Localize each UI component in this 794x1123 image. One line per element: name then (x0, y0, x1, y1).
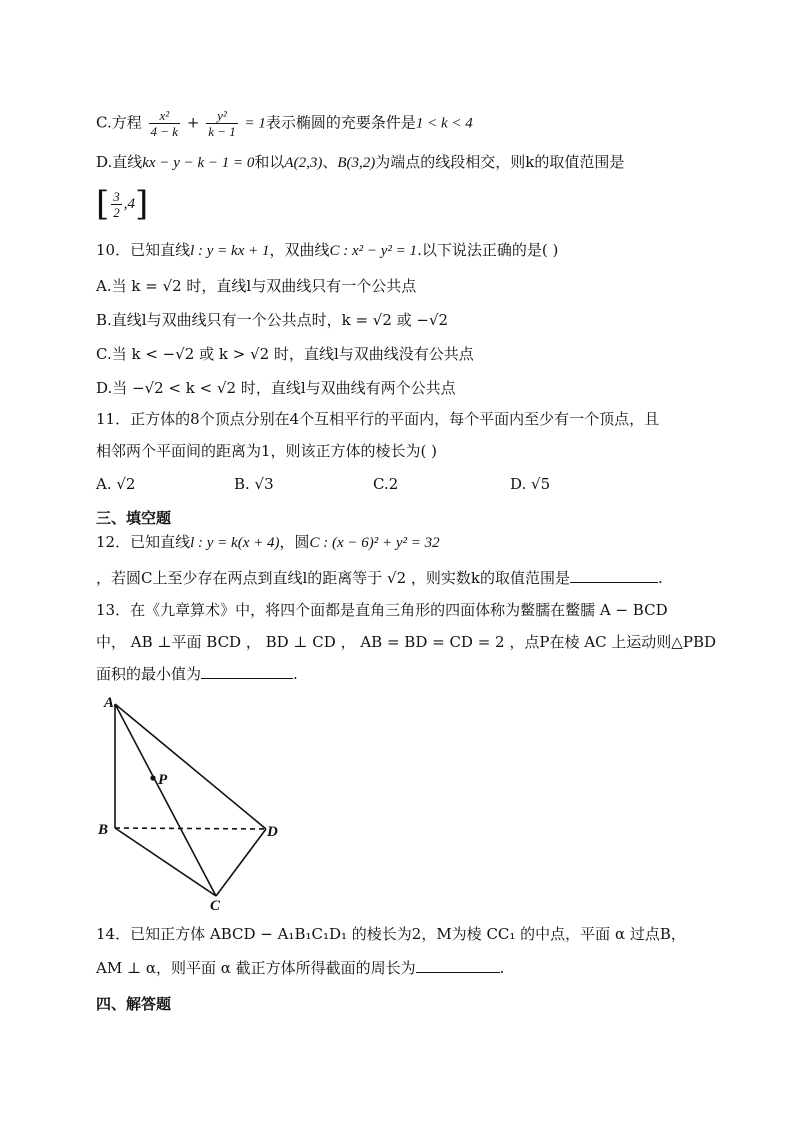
q10-stem-b: ，双曲线 (269, 241, 330, 259)
point-p (150, 775, 155, 780)
q9-d-point-b: B(3,2) (337, 155, 376, 171)
q10-option-b: B.直线l与双曲线只有一个公共点时，k = √2 或 −√2 (96, 311, 449, 329)
edge-bd-hidden (115, 828, 266, 829)
q9-c-frac1 (149, 108, 181, 139)
q14-end: . (499, 959, 505, 977)
edge-cd (216, 829, 266, 896)
q12-stem-b: ，圆 (279, 533, 310, 551)
q9-c-cond: 1 < k < 4 (415, 115, 473, 132)
bracket-left-icon: [ (96, 184, 110, 224)
q9-d-line: kx − y − k − 1 = 0 (142, 155, 255, 171)
q9-c-frac2-den: k − 1 (208, 124, 236, 139)
q12-answer-blank[interactable] (570, 568, 658, 583)
q9-c-frac2 (206, 108, 238, 139)
q11-stem-line1: 11．正方体的8个顶点分别在4个互相平行的平面内，每个平面内至少有一个顶点，且 (96, 410, 660, 428)
q9-c-frac1-den: 4 − k (150, 124, 179, 139)
q13-end: . (293, 665, 298, 683)
q9-c-plus: + (186, 113, 200, 132)
q10-line-l: l : y = kx + 1 (190, 243, 270, 259)
q14-line2-text: AM ⊥ α，则平面 α 截正方体所得截面的周长为 (96, 959, 416, 977)
edge-ac (115, 704, 216, 896)
q13-line3-text: 面积的最小值为 (96, 665, 202, 683)
q10-option-d: D.当 −√2 < k < √2 时，直线l与双曲线有两个公共点 (96, 379, 456, 397)
q9-d-range-num: 3 (113, 188, 120, 204)
q11-option-b: B. √3 (234, 475, 274, 493)
q9-d-text1: 和以 (254, 153, 285, 171)
q14-line2 (96, 958, 504, 978)
q9-d-range (96, 184, 149, 224)
q9-c-eq: = 1 (244, 115, 266, 132)
q13-line1: 13．在《九章算术》中，将四个面都是直角三角形的四面体称为鳖臑在鳖臑 A − BCD (96, 601, 668, 619)
q11-stem-line2: 相邻两个平面间的距离为1，则该正方体的棱长为( ) (96, 442, 438, 460)
q13-answer-blank[interactable] (201, 664, 293, 679)
label-d: D (267, 824, 278, 840)
q11-options (96, 474, 696, 494)
q14-line1: 14．已知正方体 ABCD − A₁B₁C₁D₁ 的棱长为2，M为棱 CC₁ 的中点，平面 α 过点B， (96, 925, 686, 943)
edge-ad (115, 704, 266, 829)
q11-option-a: A. √2 (96, 475, 136, 493)
label-p: P (158, 772, 168, 788)
q9-d-range-den: 2 (113, 204, 120, 220)
q10-option-c: C.当 k < −√2 或 k > √2 时，直线l与双曲线没有公共点 (96, 345, 474, 363)
q10-stem-a: 10．已知直线 (96, 241, 191, 259)
label-b: B (98, 822, 109, 838)
q12-line2 (96, 568, 663, 588)
q9-option-d (96, 152, 624, 173)
q9-c-prefix: C.方程 (96, 113, 142, 132)
tetrahedron-figure (90, 690, 290, 910)
q9-c-text: 表示椭圆的充要条件是 (265, 113, 416, 132)
edge-bc (115, 828, 216, 896)
q12-end: . (658, 569, 663, 587)
q13-line2: 中， AB ⊥平面 BCD ， BD ⊥ CD ， AB = BD = CD = 2 ，点P在棱 AC 上运动则△PBD (96, 633, 716, 651)
q10-option-a: A.当 k = √2 时，直线l与双曲线只有一个公共点 (96, 277, 417, 295)
q9-d-prefix: D.直线 (96, 153, 143, 171)
q14-answer-blank[interactable] (416, 958, 500, 973)
section-3-heading: 三、填空题 (96, 509, 172, 527)
q9-option-c (96, 108, 473, 139)
q10-curve-c: C : x² − y² = 1 (329, 243, 418, 259)
q12-stem-a: 12．已知直线 (96, 533, 191, 551)
label-a: A (104, 695, 115, 711)
q9-d-range-tail: ,4 (123, 196, 136, 212)
bracket-right-icon: ] (135, 184, 149, 224)
q10-stem-c: .以下说法正确的是( ) (417, 241, 559, 259)
q9-c-frac2-num: y² (206, 108, 238, 124)
q12-line2-text: ，若圆C上至少存在两点到直线l的距离等于 √2 ，则实数k的取值范围是 (96, 569, 571, 587)
q12-circle: C : (x − 6)² + y² = 32 (309, 535, 440, 551)
q12-line-l: l : y = k(x + 4) (190, 535, 280, 551)
label-c: C (210, 898, 221, 910)
q10-stem (96, 240, 558, 261)
q9-d-point-a: A(2,3) (284, 155, 323, 171)
q9-d-sep: 、 (322, 153, 338, 171)
q12-stem (96, 532, 440, 553)
q9-d-range-frac (111, 189, 122, 220)
q11-option-c: C.2 (373, 475, 399, 493)
q9-c-frac1-num: x² (149, 108, 181, 124)
q11-option-d: D. √5 (510, 475, 551, 493)
q13-line3 (96, 664, 298, 684)
section-4-heading: 四、解答题 (96, 995, 172, 1013)
q9-d-text2: 为端点的线段相交，则k的取值范围是 (375, 153, 625, 171)
